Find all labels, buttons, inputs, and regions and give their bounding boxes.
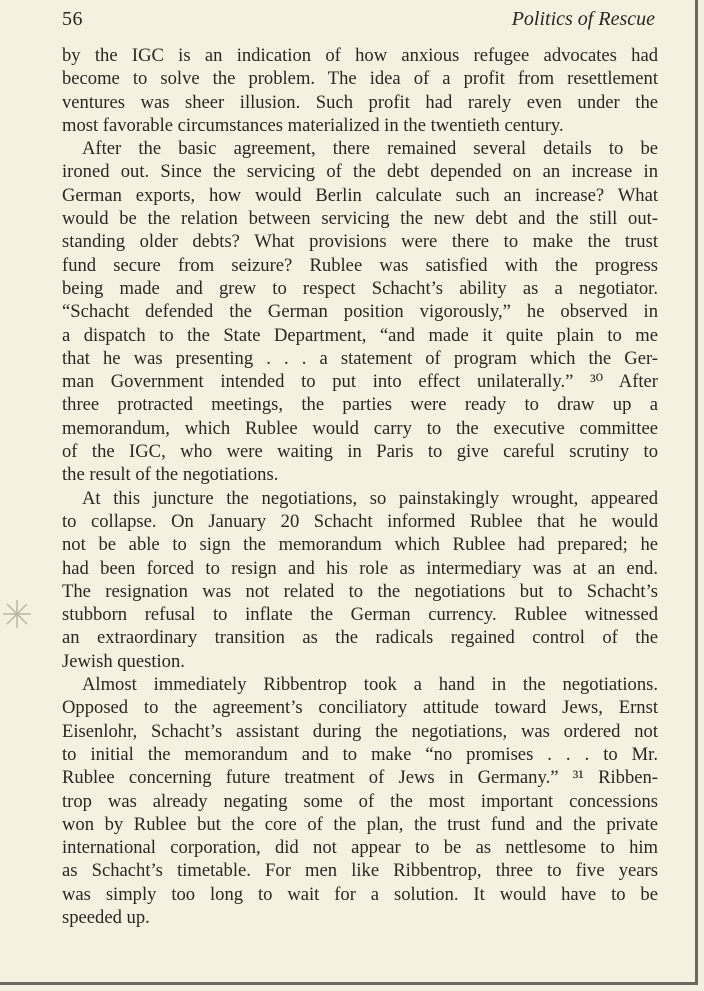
text-line: stubborn refusal to inflate the German currency. Rublee witnessed — [62, 604, 658, 626]
text-line: ironed out. Since the servicing of the debt depended on an increase in — [62, 161, 658, 183]
text-line: to initial the memorandum and to make “no promises . . . to Mr. — [62, 743, 658, 765]
text-line: The resignation was not related to the negotiations but to Schacht’s — [62, 580, 658, 602]
asterisk-mark-icon — [0, 597, 34, 631]
running-header — [62, 8, 655, 36]
text-line: fund secure from seizure? Rublee was satisfied with the progress — [62, 254, 658, 276]
text-line: an extraordinary transition as the radicals regained control of the — [62, 627, 658, 649]
text-line: international corporation, did not appear to be as nettlesome to him — [62, 837, 658, 859]
text-line: had been forced to resign and his role as intermediary was at an end. — [62, 557, 658, 579]
text-line: Eisenlohr, Schacht’s assistant during the negotiations, was ordered not — [62, 720, 658, 742]
text-line: Rublee concerning future treatment of Jews in Germany.” ³¹ Ribben- — [62, 767, 658, 789]
running-title: Politics of Rescue — [511, 8, 655, 30]
text-line: by the IGC is an indication of how anxious refugee advocates had — [62, 45, 658, 66]
text-line: Almost immediately Ribbentrop took a hand in the negotiations. — [82, 674, 658, 696]
text-line: most favorable circumstances materialized in the twentieth century. — [62, 114, 564, 136]
text-line: trop was already negating some of the most important concessions — [62, 790, 658, 812]
text-line: three protracted meetings, the parties were ready to draw up a — [62, 394, 658, 416]
text-line: Opposed to the agreement’s conciliatory attitude toward Jews, Ernst — [62, 697, 658, 719]
text-line: German exports, how would Berlin calculate such an increase? What — [62, 184, 658, 206]
text-line: become to solve the problem. The idea of a profit from resettlement — [62, 68, 658, 90]
text-line: won by Rublee but the core of the plan, the trust fund and the private — [62, 813, 658, 835]
text-line: speeded up. — [62, 906, 150, 928]
text-line: as Schacht’s timetable. For men like Ribbentrop, three to five years — [62, 860, 658, 882]
text-line: of the IGC, who were waiting in Paris to give careful scrutiny to — [62, 441, 658, 463]
text-line: After the basic agreement, there remained several details to be — [82, 138, 658, 160]
text-line: standing older debts? What provisions were there to make the trust — [62, 231, 658, 253]
text-line: the result of the negotiations. — [62, 464, 279, 486]
body-text — [62, 44, 658, 929]
text-line: “Schacht defended the German position vigorously,” he observed in — [62, 301, 658, 323]
text-line: At this juncture the negotiations, so painstakingly wrought, appeared — [82, 487, 658, 509]
text-line: ventures was sheer illusion. Such profit had rarely even under the — [62, 91, 658, 113]
text-line: to collapse. On January 20 Schacht informed Rublee that he would — [62, 510, 658, 532]
text-line: man Government intended to put into effect unilaterally.” ³⁰ After — [62, 371, 658, 393]
text-line: was simply too long to wait for a solution. It would have to be — [62, 883, 658, 905]
text-line: would be the relation between servicing the new debt and the still out- — [62, 208, 658, 230]
text-line: memorandum, which Rublee would carry to the executive committee — [62, 417, 658, 439]
text-line: not be able to sign the memorandum which Rublee had prepared; he — [62, 534, 658, 556]
page-number: 56 — [62, 8, 83, 30]
text-line: a dispatch to the State Department, “and made it quite plain to me — [62, 324, 658, 346]
text-line: that he was presenting . . . a statement of program which the Ger- — [62, 347, 658, 369]
text-line: being made and grew to respect Schacht’s ability as a negotiator. — [62, 277, 658, 299]
text-line: Jewish question. — [62, 650, 185, 672]
